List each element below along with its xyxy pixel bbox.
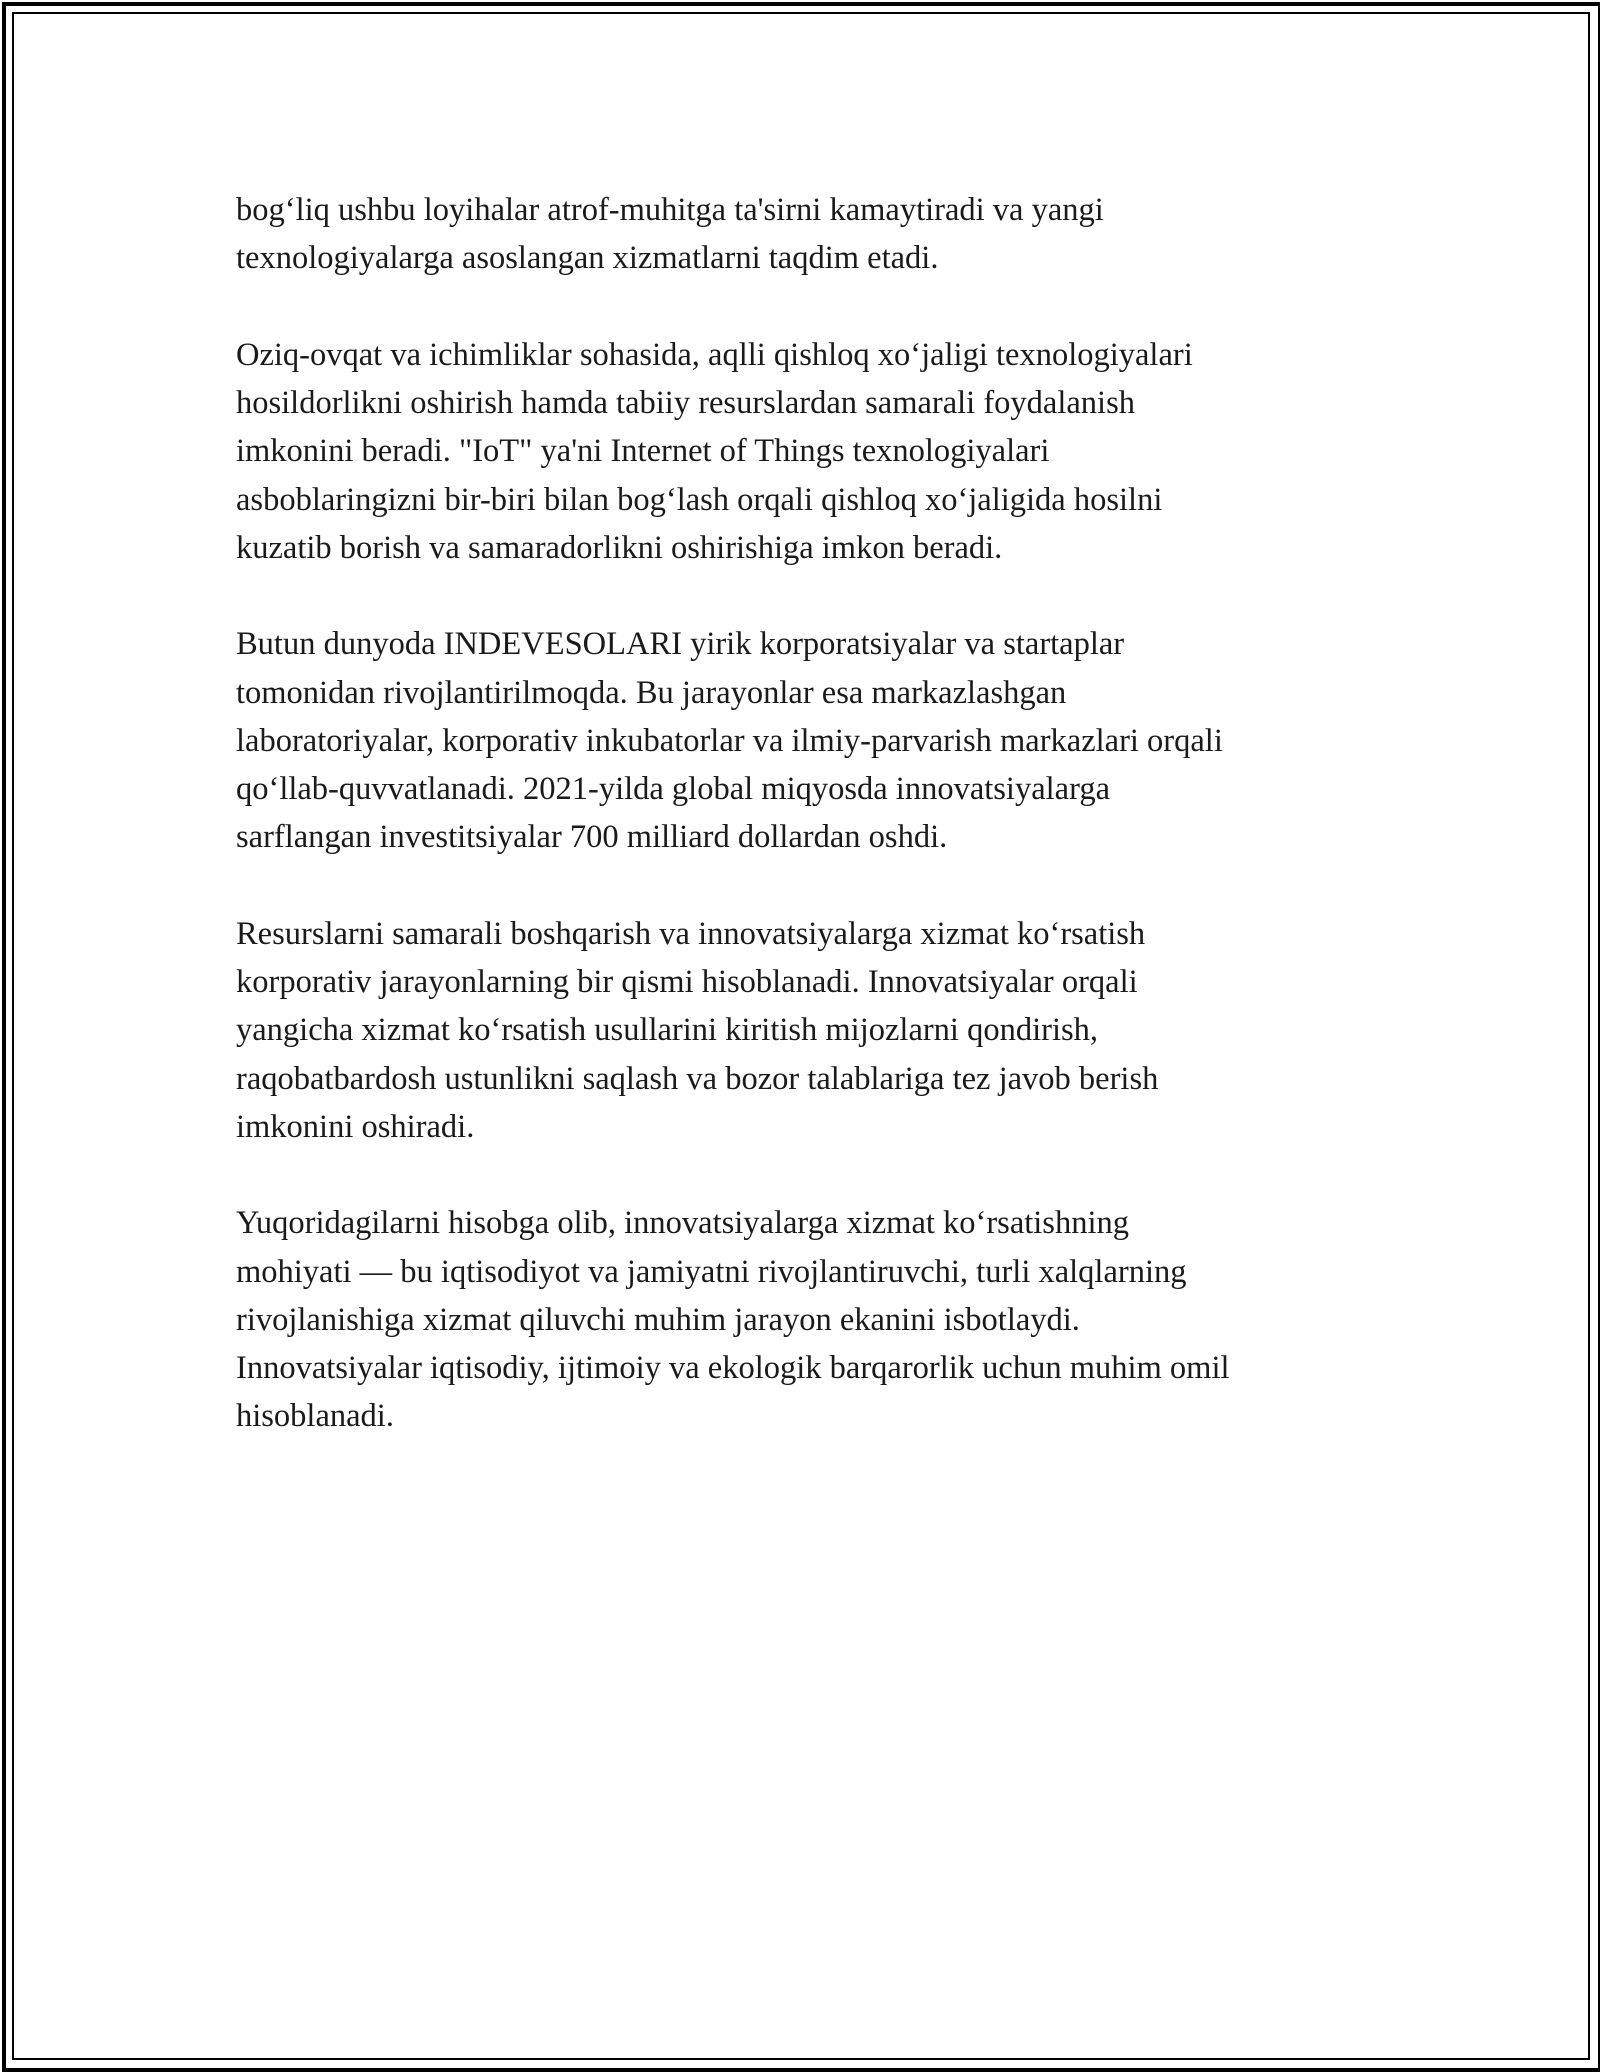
paragraph-3: Butun dunyoda INDEVESOLARI yirik korporatsiyalar va startaplar tomonidan rivojlantirilmoqda. Bu jarayonlar esa markazlashgan laboratoriyalar, korporativ inkubatorlar va ilmiy-parvarish markazlari orqali qo‘llab-quvvatlanadi. 2021-yilda global miqyosda innovatsiyalarga sarflangan investitsiyalar 700 milliard dollardan oshdi.: [236, 626, 1223, 856]
paragraph-2: Oziq-ovqat va ichimliklar sohasida, aqlli qishloq xo‘jaligi texnologiyalari hosildorlikni oshirish hamda tabiiy resurslardan samarali foydalanish imkonini beradi. "IoT" ya'ni Internet of Things texnologiyalari asboblaringizni bir-biri bilan bog‘lash orqali qishloq xo‘jaligida hosilni kuzatib borish va samaradorlikni oshirishiga imkon beradi.: [236, 336, 1193, 566]
paragraph-5: Yuqoridagilarni hisobga olib, innovatsiyalarga xizmat ko‘rsatishning mohiyati — bu iqtisodiyot va jamiyatni rivojlantiruvchi, turli xalqlarning rivojlanishiga xizmat qiluvchi muhim jarayon ekanini isbotlaydi. Innovatsiyalar iqtisodiy, ijtimoiy va ekologik barqarorlik uchun muhim omil hisoblanadi.: [236, 1205, 1230, 1435]
paragraph-4: Resurslarni samarali boshqarish va innovatsiyalarga xizmat ko‘rsatish korporativ jarayonlarning bir qismi hisoblanadi. Innovatsiyalar orqali yangicha xizmat ko‘rsatish usullarini kiritish mijozlarni qondirish, raqobatbardosh ustunlikni saqlash va bozor talablariga tez javob berish imkonini oshiradi.: [236, 915, 1159, 1145]
paragraph-1: bog‘liq ushbu loyihalar atrof-muhitga ta'sirni kamaytiradi va yangi texnologiyalarga asoslangan xizmatlarni taqdim etadi.: [236, 192, 1104, 277]
document-body: [236, 186, 1366, 1489]
